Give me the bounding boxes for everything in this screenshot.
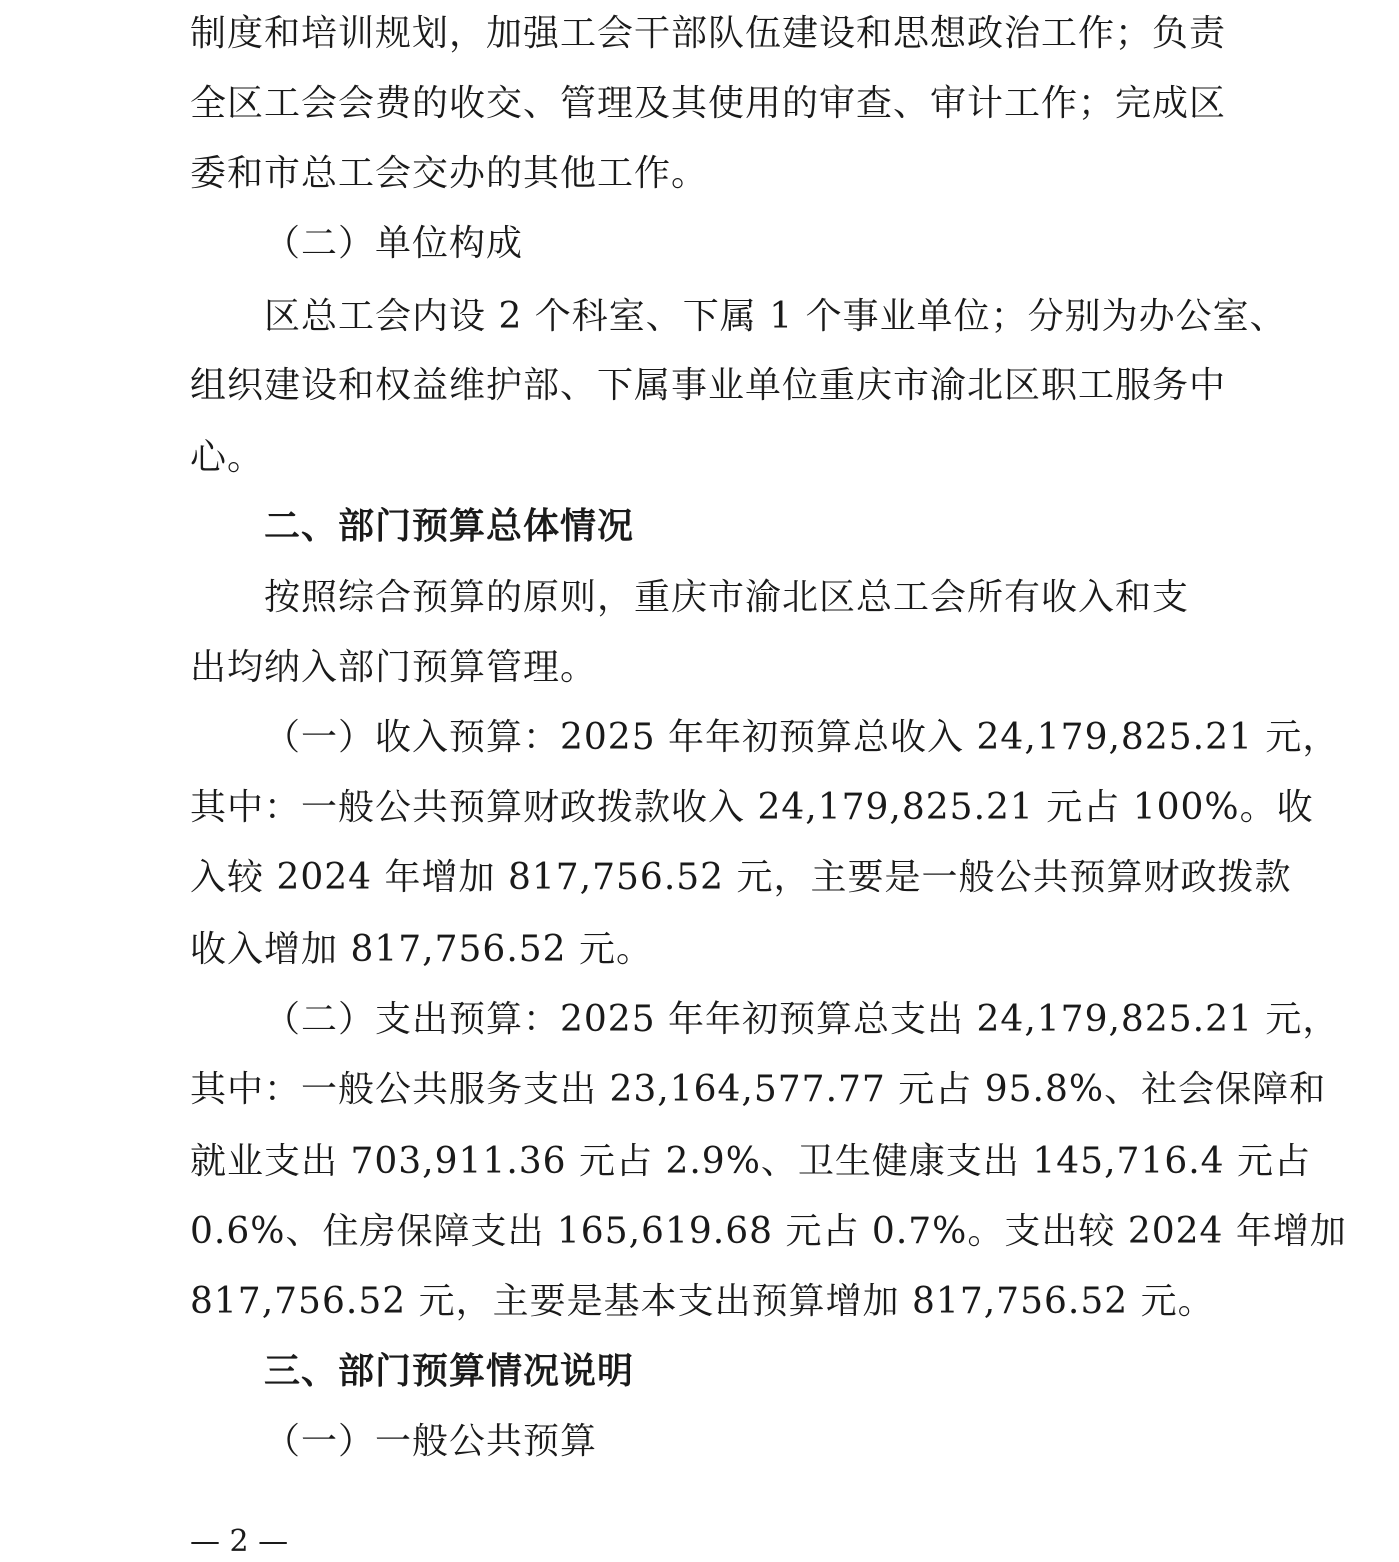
text-line: 心。 bbox=[190, 437, 265, 478]
subheading-general-public-budget: （一）一般公共预算 bbox=[264, 1421, 598, 1462]
text-line: 区总工会内设 2 个科室、下属 1 个事业单位；分别为办公室、 bbox=[264, 296, 1287, 337]
text-line: 其中：一般公共预算财政拨款收入 24,179,825.21 元占 100%。收 bbox=[190, 787, 1314, 828]
text-line: 0.6%、住房保障支出 165,619.68 元占 0.7%。支出较 2024 年增加 bbox=[190, 1211, 1347, 1252]
text-line: 制度和培训规划，加强工会干部队伍建设和思想政治工作；负责 bbox=[190, 13, 1227, 54]
text-line: 出均纳入部门预算管理。 bbox=[190, 647, 598, 688]
section-heading-budget-explanation: 三、部门预算情况说明 bbox=[264, 1351, 635, 1392]
text-line: 按照综合预算的原则，重庆市渝北区总工会所有收入和支 bbox=[264, 577, 1190, 618]
text-line: （二）支出预算：2025 年年初预算总支出 24,179,825.21 元， bbox=[264, 999, 1340, 1040]
page-number: — 2 — bbox=[190, 1524, 289, 1559]
text-line: 委和市总工会交办的其他工作。 bbox=[190, 153, 709, 194]
text-line: 组织建设和权益维护部、下属事业单位重庆市渝北区职工服务中 bbox=[190, 365, 1227, 406]
subheading-unit-composition: （二）单位构成 bbox=[264, 223, 524, 264]
text-line: （一）收入预算：2025 年年初预算总收入 24,179,825.21 元， bbox=[264, 717, 1340, 758]
text-line: 817,756.52 元，主要是基本支出预算增加 817,756.52 元。 bbox=[190, 1281, 1215, 1322]
text-line: 其中：一般公共服务支出 23,164,577.77 元占 95.8%、社会保障和 bbox=[190, 1069, 1327, 1110]
text-line: 收入增加 817,756.52 元。 bbox=[190, 929, 654, 970]
text-line: 全区工会会费的收交、管理及其使用的审查、审计工作；完成区 bbox=[190, 83, 1227, 124]
text-line: 入较 2024 年增加 817,756.52 元，主要是一般公共预算财政拨款 bbox=[190, 857, 1292, 898]
section-heading-budget-overview: 二、部门预算总体情况 bbox=[264, 506, 635, 547]
text-line: 就业支出 703,911.36 元占 2.9%、卫生健康支出 145,716.4 元占 bbox=[190, 1141, 1312, 1182]
